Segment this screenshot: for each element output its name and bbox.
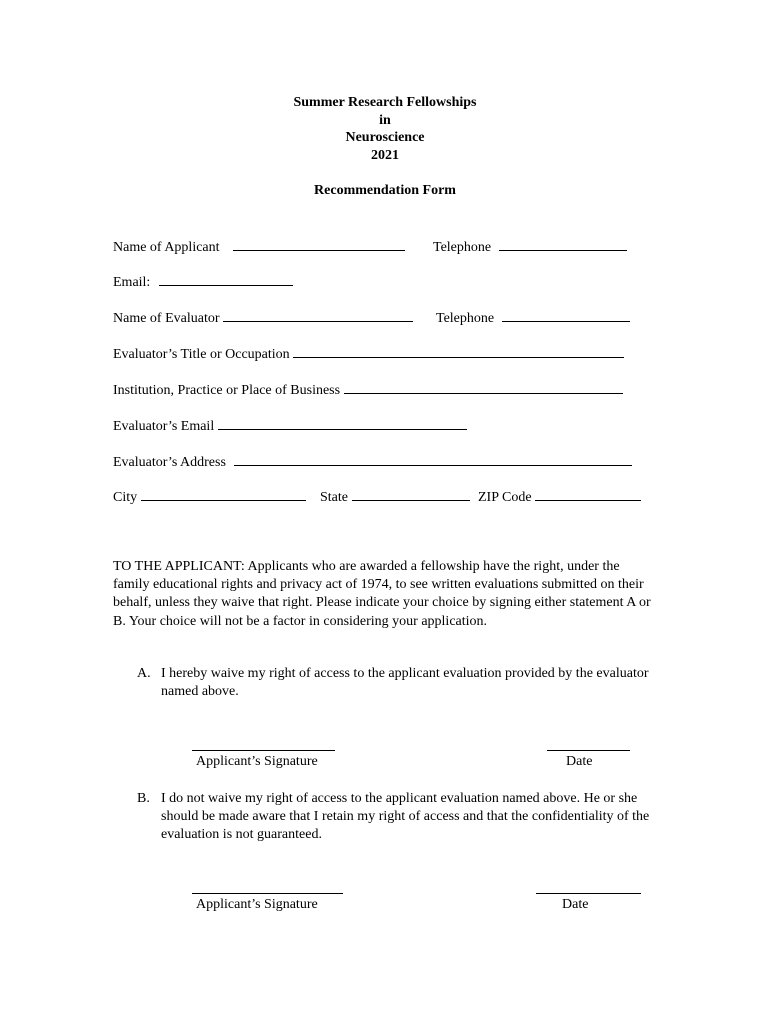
institution-field[interactable]: [344, 380, 623, 394]
evaluator-telephone-label: Telephone: [436, 311, 495, 326]
applicant-telephone-label: Telephone: [433, 240, 492, 255]
evaluator-email-label: Evaluator’s Email: [113, 419, 215, 434]
option-a-date-line[interactable]: [547, 750, 630, 751]
option-a-date-label: Date: [566, 754, 593, 769]
option-b-signature-line[interactable]: [192, 893, 343, 894]
applicant-telephone-row: [433, 237, 627, 257]
applicant-notice: TO THE APPLICANT: Applicants who are awarded a fellowship have the right, under the family educational rights and privacy act of 1974, to see written evaluations submitted on their behalf, unless they waive that right. Please indicate your choice by signing either statement A or B. Your choice will not be a factor in considering your application.: [113, 559, 651, 629]
applicant-name-field[interactable]: [233, 237, 405, 251]
state-field[interactable]: [352, 487, 470, 501]
evaluator-title-field[interactable]: [293, 344, 624, 358]
zip-field[interactable]: [535, 487, 641, 501]
evaluator-name-label: Name of Evaluator: [113, 311, 220, 326]
evaluator-email-field[interactable]: [218, 416, 467, 430]
evaluator-name-field[interactable]: [223, 308, 413, 322]
option-a-signature-label: Applicant’s Signature: [196, 754, 318, 769]
option-b-date-line[interactable]: [536, 893, 641, 894]
applicant-name-label: Name of Applicant: [113, 240, 220, 255]
evaluator-title-label: Evaluator’s Title or Occupation: [113, 347, 290, 362]
form-title: Recommendation Form: [314, 183, 456, 198]
header-line-3: Neuroscience: [345, 130, 425, 145]
applicant-telephone-field[interactable]: [499, 237, 627, 251]
applicant-email-label: Email:: [113, 275, 151, 290]
form-header: [0, 94, 770, 164]
applicant-name-row: [113, 237, 405, 257]
option-b: [137, 790, 657, 845]
evaluator-telephone-row: [436, 308, 630, 328]
evaluator-email-row: [113, 416, 467, 436]
option-b-date-label: Date: [562, 897, 589, 912]
evaluator-title-row: [113, 344, 624, 364]
city-label: City: [113, 490, 138, 505]
option-a-signature-line[interactable]: [192, 750, 335, 751]
option-a: [137, 665, 657, 701]
zip-row: [478, 487, 641, 507]
institution-label: Institution, Practice or Place of Business: [113, 383, 341, 398]
institution-row: [113, 380, 623, 400]
city-field[interactable]: [141, 487, 306, 501]
option-b-signature-label: Applicant’s Signature: [196, 897, 318, 912]
option-a-letter: A.: [137, 666, 151, 681]
zip-label: ZIP Code: [478, 490, 532, 505]
evaluator-telephone-field[interactable]: [502, 308, 630, 322]
evaluator-name-row: [113, 308, 413, 328]
header-line-4: 2021: [371, 147, 399, 163]
applicant-email-field[interactable]: [159, 272, 293, 286]
evaluator-address-label: Evaluator’s Address: [113, 455, 226, 470]
state-label: State: [320, 490, 348, 505]
evaluator-address-field[interactable]: [234, 452, 632, 466]
header-line-1: Summer Research Fellowships: [293, 95, 477, 110]
header-line-2: in: [379, 112, 391, 128]
option-a-text: I hereby waive my right of access to the applicant evaluation provided by the evaluator named above.: [161, 666, 649, 700]
evaluator-address-row: [113, 452, 632, 472]
city-row: [113, 487, 306, 507]
applicant-email-row: [113, 272, 293, 292]
option-b-text: I do not waive my right of access to the applicant evaluation named above. He or she should be made aware that I retain my right of access and that the confidentiality of the evaluation is not guaranteed.: [161, 791, 650, 843]
option-b-letter: B.: [137, 791, 150, 806]
state-row: [320, 487, 470, 507]
